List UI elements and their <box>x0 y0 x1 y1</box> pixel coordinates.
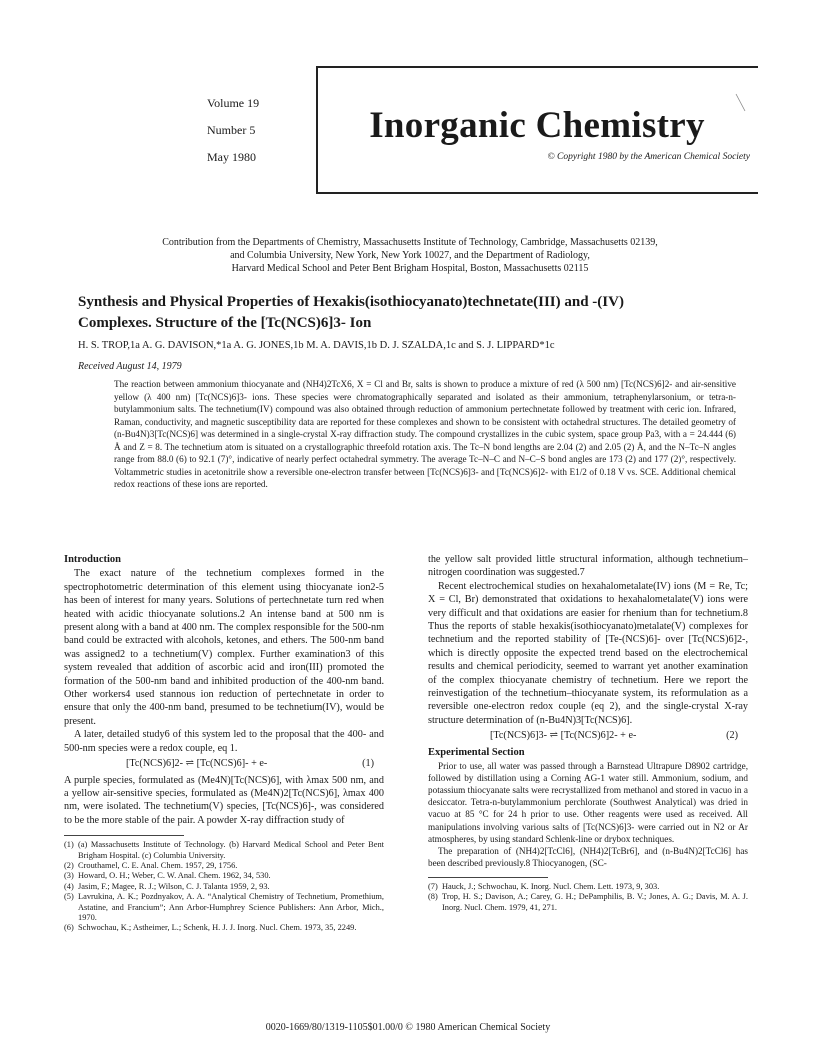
footnote-rule <box>428 877 548 878</box>
equation-number: (1) <box>362 758 374 770</box>
contribution-affiliations <box>110 236 710 275</box>
reference-item: (4) Jasim, F.; Magee, R. J.; Wilson, C. J. Talanta 1959, 2, 93. <box>64 881 270 891</box>
received-date: Received August 14, 1979 <box>78 361 182 372</box>
reference-item: (3) Howard, O. H.; Weber, C. W. Anal. Chem. 1962, 34, 530. <box>64 871 271 881</box>
number-label: Number 5 <box>207 123 256 137</box>
left-column <box>64 553 384 934</box>
experimental-heading: Experimental Section <box>428 746 525 758</box>
article-title <box>78 292 738 334</box>
reference-item: (2) Crouthamel, C. E. Anal. Chem. 1957, 29, 1756. <box>64 860 238 870</box>
reference-item: (6) Schwochau, K.; Astheimer, L.; Schenk, H. J. J. Inorg. Nucl. Chem. 1973, 35, 2249. <box>64 923 357 933</box>
right-column <box>428 553 748 913</box>
page-footer: 0020-1669/80/1319-1105$01.00/0 © 1980 American Chemical Society <box>265 1022 551 1033</box>
copyright-line: © Copyright 1980 by the American Chemical Society <box>547 152 750 162</box>
intro-paragraph: A purple species, formulated as (Me4N)[Tc(NCS)6], with λmax 500 nm, and a yellow air-sensitive species, formulated as (Me4N)2[Tc(NCS)6], λmax 400 nm, were isolated. The technetium(V) species, [Tc(NCS)6]-, was considered to be the more stable of the pair. A powder X-ray diffraction study of <box>64 774 384 826</box>
pen-mark <box>734 92 748 114</box>
experimental-paragraph: The preparation of (NH4)2[TcCl6], (NH4)2[TcBr6], and (n-Bu4N)2[TcCl6] has been described previously.8 Thiocyanogen, (SC- <box>428 845 748 868</box>
introduction-heading: Introduction <box>64 554 121 565</box>
body-paragraph: the yellow salt provided little structural information, although technetium–nitrogen coordination was suggested.7 <box>428 554 748 579</box>
equation-number: (2) <box>726 730 738 742</box>
affiliation-line: Harvard Medical School and Peter Bent Brigham Hospital, Boston, Massachusetts 02115 <box>231 263 589 274</box>
reference-item: (1) (a) Massachusetts Institute of Technology. (b) Harvard Medical School and Peter Bent Brigham Hospital. (c) Columbia University. <box>64 840 384 860</box>
affiliation-line: and Columbia University, New York, New York 10027, and the Department of Radiology, <box>230 250 590 261</box>
journal-title: Inorganic Chemistry <box>369 105 705 146</box>
reference-list <box>428 882 748 913</box>
equation-1 <box>64 755 384 773</box>
equation-2 <box>428 727 748 745</box>
footnote-rule <box>64 835 184 836</box>
reference-item: (8) Trop, H. S.; Davison, A.; Carey, G. H.; DePamphilis, B. V.; Jones, A. G.; Davis, M. A. J. Inorg. Nucl. Chem. 1979, 41, 271. <box>428 892 748 912</box>
experimental-paragraph: Prior to use, all water was passed through a Barnstead Ultrapure D8902 cartridge, followed by distillation using a Corning AG-1 water still. Ammonium, sodium, and potassium thiocyanate salts were recrystallized from methanol and stored in vacuo in a desiccator. Tetra-n-butylammonium perchlorate (Southwest Analytical) was dried in vacuo at 85 °C for 24 h prior to use. Other reagents were used as received. All manipulations involving various salts of [Tc(NCS)6]3- were carried out in N2 or Ar atmospheres, by using standard Schlenk-line or drybox techniques. <box>428 761 748 844</box>
author-list: H. S. TROP,1a A. G. DAVISON,*1a A. G. JONES,1b M. A. DAVIS,1b D. J. SZALDA,1c and S. J. LIPPARD*1c <box>78 340 555 351</box>
volume-label: Volume 19 <box>207 96 260 110</box>
abstract: The reaction between ammonium thiocyanate and (NH4)2TcX6, X = Cl and Br, salts is shown to produce a mixture of red (λ 500 nm) [Tc(NCS)6]2- and air-sensitive yellow (λ 400 nm) [Tc(NCS)6]3- ions. These species were chromatographically separated and isolated as their ammonium, tetraphenylarsonium, or tetra-n-butylammonium salts. The technetium(IV) compound was also obtained through reduction of ammonium pertechnetate followed by treatment with ceric ion. Infrared, Raman, conductivity, and magnetic susceptibility data are reported for these complexes and shown to be consistent with octahedral structures. The detailed geometry of (n-Bu4N)3[Tc(NCS)6] was determined in a single-crystal X-ray diffraction study. The compound crystallizes in the cubic system, space group Pa3, with a = 24.444 (6) Å and Z = 8. The technetium atom is situated on a crystallographic threefold rotation axis. The Tc–N bond lengths are 2.04 (2) and 2.05 (2) Å, and the N–Tc–N angles range from 88.0 (6) to 92.1 (7)°, indicative of nearly perfect octahedral symmetry. The average Tc–N–C and N–C–S bond angles are 173 (2) and 177 (2)°, respectively. Voltammetric studies in acetonitrile show a reversible one-electron transfer between [Tc(NCS)6]3- and [Tc(NCS)6]2- with E1/2 of 0.18 V vs. SCE. Additional chemical redox reactions of these ions are reported. <box>114 379 736 489</box>
intro-paragraph: The exact nature of the technetium complexes formed in the spectrophotometric determination of this element using thiocyanate ion2-5 has been of interest for many years. Solutions of pertechnetate turn red when heated with acidic thiocyanate solutions.2 An intense band at 500 nm is present along with a band at 400 nm. The complex responsible for the 500-nm band could be extracted with alcohols, ketones, and ethers. The 500-nm band was assigned2 to a technetium(V) complex. Further examination3 of this system revealed that addition of ascorbic acid and iron(III) promoted the formation of the 500-nm band and inhibited production of the 400-nm band. Other workers4 used stannous ion reduction of pertechnetate in order to ensure that only the 400-nm band, presumed to be technetium(IV), would be present. <box>64 568 384 727</box>
reference-item: (5) Lavrukina, A. K.; Pozdnyakov, A. A. “Analytical Chemistry of Technetium, Promethium, Astatine, and Francium”; Ann Arbor-Humphrey Science Publishers: Ann Arbor, Mich., 1970. <box>64 892 384 922</box>
equation-text: [Tc(NCS)6]3- ⇌ [Tc(NCS)6]2- + e- <box>490 730 637 742</box>
equation-text: [Tc(NCS)6]2- ⇌ [Tc(NCS)6]- + e- <box>126 758 268 770</box>
reference-list <box>64 840 384 934</box>
date-label: May 1980 <box>207 150 256 164</box>
title-line: Complexes. Structure of the [Tc(NCS)6]3- Ion <box>78 315 372 331</box>
affiliation-line: Contribution from the Departments of Chemistry, Massachusetts Institute of Technology, Cambridge, Massachusetts 02139, <box>162 237 658 248</box>
reference-item: (7) Hauck, J.; Schwochau, K. Inorg. Nucl. Chem. Lett. 1973, 9, 303. <box>428 881 660 891</box>
body-paragraph: Recent electrochemical studies on hexahalometalate(IV) ions (M = Re, Tc; X = Cl, Br) demonstrated that oxidations to hexahalometalate(V) ions were very difficult and that oxidations are easier for rhenium than for technetium.8 Thus the reports of stable hexakis(isothiocyanato)metalate(V) complexes for technetium and the reported stability of [Te-(NCS)6]- over [Tc(NCS)6]2-, which is directly opposite the expected trend based on the electrochemical results and chemical periodicity, seemed to warrant yet another examination of the complex thiocyanate chemistry of technetium. Here we report the reinvestigation of the technetium–thiocyanate system, its reformulation as a reversible one-electron redox couple (eq 2), and the single-crystal X-ray structure determination of (n-Bu4N)3[Tc(NCS)6]. <box>428 580 748 726</box>
intro-paragraph: A later, detailed study6 of this system led to the proposal that the 400- and 500-nm species were a redox couple, eq 1. <box>64 729 384 754</box>
title-line: Synthesis and Physical Properties of Hexakis(isothiocyanato)technetate(III) and -(IV) <box>78 294 624 310</box>
